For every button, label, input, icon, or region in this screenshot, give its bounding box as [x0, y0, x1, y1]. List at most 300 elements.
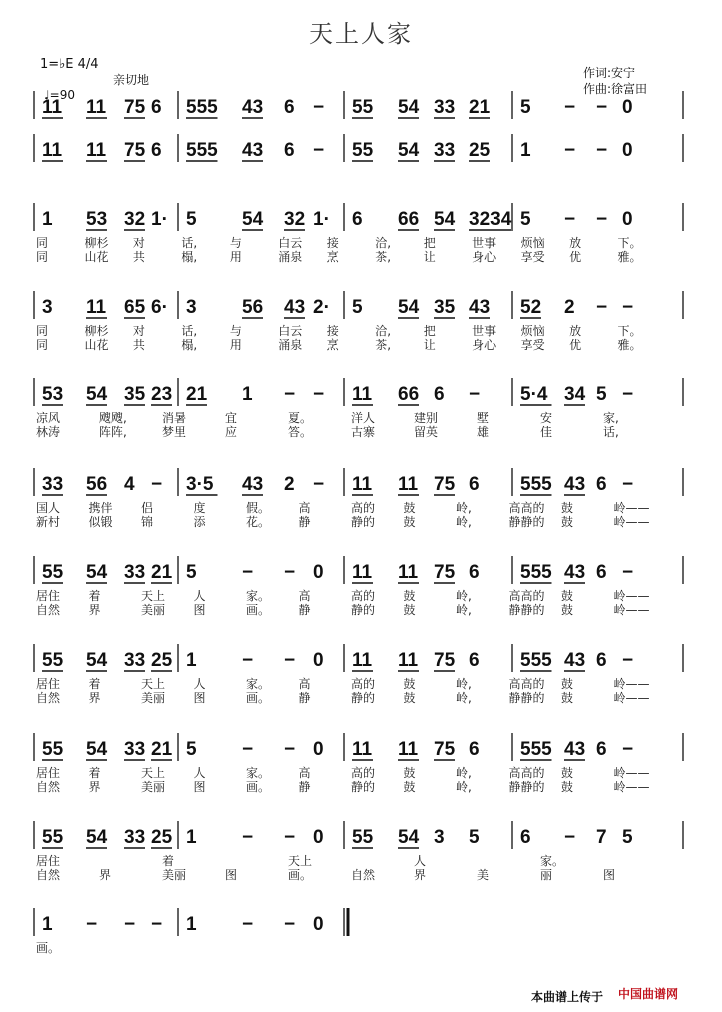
lyric-syllable: 把: [423, 236, 436, 250]
lyric-syllable: 话,: [603, 425, 619, 439]
lyric-syllable: 图: [193, 603, 206, 617]
note: 35: [124, 384, 146, 405]
lyric-syllable: 古寨: [351, 425, 376, 439]
lyric-syllable: 柳杉: [84, 236, 109, 250]
note: 43: [284, 297, 306, 318]
lyric-syllable: 林涛: [36, 425, 61, 439]
lyric-syllable: 与: [229, 236, 242, 250]
composer-credit: 作曲:徐富田: [583, 82, 648, 96]
note: 33: [434, 140, 456, 161]
lyric-syllable: 家。: [246, 589, 271, 603]
note: −: [242, 650, 254, 671]
lyric-syllable: 岭,: [456, 515, 472, 529]
lyric-syllable: 界: [88, 603, 101, 617]
lyric-syllable: 家。: [246, 766, 271, 780]
note: 1: [520, 140, 531, 161]
lyric-syllable: 用: [229, 250, 242, 264]
lyric-syllable: 自然: [36, 868, 61, 882]
lyric-syllable: 着: [88, 677, 101, 691]
note: 1·: [151, 209, 168, 230]
lyric-syllable: 佳: [540, 425, 553, 439]
lyric-syllable: 洋人: [351, 411, 376, 425]
lyric-syllable: 高高的: [508, 589, 545, 603]
lyric-syllable: 鼓: [561, 501, 574, 515]
note: 1: [186, 650, 197, 671]
note: 11: [86, 97, 107, 118]
note: 32: [284, 209, 306, 230]
note: 2·: [313, 297, 330, 318]
note: 43: [469, 297, 491, 318]
lyric-syllable: 凉风: [36, 411, 61, 425]
lyric-syllable: 界: [88, 780, 101, 794]
note: −: [564, 209, 576, 230]
note: 555: [186, 97, 218, 118]
key-signature: 1=♭E 4/4: [40, 57, 99, 72]
lyric-syllable: 高的: [351, 589, 376, 603]
note: 6: [596, 474, 607, 495]
note: 1·: [313, 209, 330, 230]
lyric-syllable: 茶,: [375, 338, 392, 352]
note: 55: [42, 827, 64, 848]
lyric-syllable: 身心: [472, 250, 497, 264]
lyric-syllable: 鼓: [561, 766, 574, 780]
note: 11: [398, 562, 419, 583]
lyric-syllable: 自然: [36, 691, 61, 705]
note: 6: [596, 739, 607, 760]
lyric-syllable: 优: [569, 338, 582, 352]
lyric-syllable: 岭——: [613, 589, 650, 603]
lyric-syllable: 宜: [225, 411, 238, 425]
lyric-syllable: 高: [298, 766, 311, 780]
note: 1: [242, 384, 253, 405]
lyric-syllable: 人: [193, 589, 206, 603]
lyric-syllable: 家。: [246, 677, 271, 691]
note: 54: [398, 297, 420, 318]
lyric-syllable: 天上: [141, 766, 166, 780]
note: −: [284, 914, 296, 935]
lyric-syllable: 添: [193, 515, 206, 529]
note: 0: [313, 739, 324, 760]
lyric-syllable: 高高的: [508, 501, 545, 515]
note: 75: [434, 650, 456, 671]
lyric-syllable: 接: [326, 236, 339, 250]
lyric-syllable: 居住: [36, 766, 61, 780]
lyric-syllable: 飕飕,: [99, 411, 127, 425]
note: 4: [124, 474, 135, 495]
note: 66: [398, 384, 420, 405]
lyric-syllable: 高: [298, 677, 311, 691]
note: 43: [564, 739, 586, 760]
note: 11: [398, 474, 419, 495]
note: 25: [151, 650, 173, 671]
note: 3: [186, 297, 197, 318]
lyric-syllable: 静静的: [508, 515, 545, 529]
lyric-syllable: 让: [423, 338, 436, 352]
lyric-syllable: 岭——: [613, 603, 650, 617]
note: −: [622, 562, 634, 583]
lyric-syllable: 建别: [414, 411, 439, 425]
note: 21: [151, 739, 173, 760]
lyric-syllable: 应: [225, 425, 238, 439]
note: 55: [42, 650, 64, 671]
note: 3: [42, 297, 53, 318]
lyric-syllable: 岭,: [456, 691, 472, 705]
note: 6: [284, 140, 295, 161]
note: −: [124, 914, 136, 935]
lyric-syllable: 岭,: [456, 780, 472, 794]
lyric-syllable: 优: [569, 250, 582, 264]
note: 5: [186, 562, 197, 583]
note: 2: [564, 297, 575, 318]
note: 6: [151, 140, 162, 161]
lyric-syllable: 对: [132, 236, 145, 250]
note: −: [622, 650, 634, 671]
note: 555: [520, 739, 552, 760]
note: 6: [469, 562, 480, 583]
lyric-syllable: 茶,: [375, 250, 392, 264]
lyric-syllable: 烹: [326, 338, 339, 352]
note: 56: [242, 297, 264, 318]
lyric-syllable: 度: [193, 501, 206, 515]
lyric-syllable: 夏。: [288, 411, 313, 425]
lyric-syllable: 高: [298, 589, 311, 603]
note: 55: [42, 562, 64, 583]
lyric-syllable: 岭——: [613, 766, 650, 780]
note: 0: [313, 650, 324, 671]
lyric-syllable: 静的: [351, 780, 376, 794]
note: 6: [520, 827, 531, 848]
note: 5: [622, 827, 633, 848]
lyric-syllable: 享受: [520, 338, 545, 352]
lyric-syllable: 安: [540, 411, 553, 425]
note: 0: [622, 140, 633, 161]
lyric-syllable: 榻,: [181, 338, 198, 352]
note: 43: [242, 97, 264, 118]
note: 11: [352, 650, 373, 671]
note: 54: [398, 140, 420, 161]
note: 3: [434, 827, 445, 848]
lyric-syllable: 鼓: [403, 677, 416, 691]
lyric-syllable: 烹: [326, 250, 339, 264]
lyric-syllable: 自然: [36, 780, 61, 794]
note: 6: [352, 209, 363, 230]
lyric-syllable: 画。: [288, 868, 313, 882]
lyric-syllable: 花。: [246, 515, 271, 529]
note: −: [151, 914, 163, 935]
note: 32: [124, 209, 146, 230]
lyric-syllable: 高高的: [508, 677, 545, 691]
note: 2: [284, 474, 295, 495]
lyric-syllable: 洽,: [375, 324, 392, 338]
note: 53: [42, 384, 64, 405]
lyric-syllable: 岭,: [456, 677, 472, 691]
note: 11: [42, 97, 63, 118]
lyric-syllable: 家。: [540, 854, 565, 868]
lyric-syllable: 涌泉: [278, 250, 303, 264]
lyric-syllable: 家,: [603, 411, 619, 425]
lyric-syllable: 鼓: [403, 515, 416, 529]
note: −: [284, 827, 296, 848]
lyric-syllable: 柳杉: [84, 324, 109, 338]
lyric-syllable: 鼓: [403, 691, 416, 705]
note: 43: [242, 474, 264, 495]
note: 7: [596, 827, 607, 848]
lyric-syllable: 答。: [288, 425, 313, 439]
lyric-syllable: 同: [36, 324, 49, 338]
lyric-syllable: 居住: [36, 589, 61, 603]
lyric-syllable: 居住: [36, 677, 61, 691]
note: 34: [564, 384, 586, 405]
note: −: [564, 97, 576, 118]
lyric-syllable: 静的: [351, 603, 376, 617]
lyric-syllable: 留英: [414, 425, 439, 439]
note: 54: [398, 97, 420, 118]
lyric-syllable: 白云: [278, 324, 303, 338]
note: −: [622, 739, 634, 760]
note: 6: [151, 97, 162, 118]
note: 54: [86, 562, 108, 583]
lyric-syllable: 国人: [36, 501, 61, 515]
lyric-syllable: 下。: [617, 236, 642, 250]
note: 35: [434, 297, 456, 318]
note: 5: [352, 297, 363, 318]
lyric-syllable: 天上: [141, 677, 166, 691]
lyric-syllable: 岭——: [613, 677, 650, 691]
note: 3234: [469, 209, 512, 230]
lyric-syllable: 天上: [141, 589, 166, 603]
note: −: [596, 97, 608, 118]
lyric-syllable: 美丽: [162, 868, 187, 882]
note: 6: [434, 384, 445, 405]
lyric-syllable: 静: [298, 603, 311, 617]
note: −: [284, 739, 296, 760]
note: 11: [398, 739, 419, 760]
lyric-syllable: 界: [88, 691, 101, 705]
note: 6: [596, 650, 607, 671]
lyric-syllable: 鼓: [403, 501, 416, 515]
lyric-syllable: 静静的: [508, 603, 545, 617]
lyric-syllable: 雄: [477, 425, 490, 439]
note: 0: [313, 562, 324, 583]
lyric-syllable: 烦恼: [520, 324, 545, 338]
note: −: [242, 827, 254, 848]
note: 11: [352, 384, 373, 405]
lyric-syllable: 画。: [246, 780, 271, 794]
lyric-syllable: 自然: [36, 603, 61, 617]
lyric-syllable: 人: [193, 677, 206, 691]
expression-marking: 亲切地: [113, 73, 150, 87]
note: 43: [564, 562, 586, 583]
lyric-syllable: 岭——: [613, 515, 650, 529]
lyric-syllable: 接: [326, 324, 339, 338]
lyric-syllable: 人: [414, 854, 427, 868]
note: 33: [124, 827, 146, 848]
note: −: [313, 384, 325, 405]
lyric-syllable: 放: [569, 324, 582, 338]
lyric-syllable: 美丽: [141, 780, 166, 794]
note: 1: [42, 209, 53, 230]
note: 66: [398, 209, 420, 230]
note: 43: [564, 650, 586, 671]
site-logo: 中国曲谱网: [618, 987, 679, 1001]
lyric-syllable: 鼓: [561, 780, 574, 794]
note: 33: [434, 97, 456, 118]
footer-text: 本曲谱上传于: [531, 990, 604, 1004]
lyric-syllable: 静静的: [508, 691, 545, 705]
note: 75: [434, 562, 456, 583]
page-title: 天上人家: [309, 20, 413, 48]
note: 11: [86, 297, 107, 318]
note: 21: [151, 562, 173, 583]
lyric-syllable: 天上: [288, 854, 313, 868]
note: 0: [622, 97, 633, 118]
note: 25: [469, 140, 491, 161]
note: 11: [42, 140, 63, 161]
lyric-syllable: 烦恼: [520, 236, 545, 250]
note: −: [596, 140, 608, 161]
lyric-syllable: 身心: [472, 338, 497, 352]
lyric-syllable: 让: [423, 250, 436, 264]
note: 55: [352, 827, 374, 848]
note: −: [151, 474, 163, 495]
lyric-syllable: 共: [132, 250, 145, 264]
note: 6: [284, 97, 295, 118]
note: 5·4: [520, 384, 548, 405]
lyric-syllable: 着: [88, 766, 101, 780]
note: −: [622, 297, 634, 318]
note: 33: [124, 562, 146, 583]
lyric-syllable: 界: [414, 868, 427, 882]
lyric-syllable: 着: [88, 589, 101, 603]
note: −: [313, 140, 325, 161]
note: 33: [42, 474, 64, 495]
lyric-syllable: 雅。: [617, 338, 642, 352]
lyric-syllable: 图: [193, 780, 206, 794]
lyric-syllable: 鼓: [403, 603, 416, 617]
lyric-syllable: 静静的: [508, 780, 545, 794]
note: −: [242, 914, 254, 935]
note: 75: [434, 739, 456, 760]
lyric-syllable: 美丽: [141, 691, 166, 705]
lyric-syllable: 画。: [246, 603, 271, 617]
lyric-syllable: 同: [36, 338, 49, 352]
note: −: [284, 384, 296, 405]
note: −: [313, 474, 325, 495]
note: 0: [622, 209, 633, 230]
note: 11: [352, 739, 373, 760]
lyric-syllable: 高高的: [508, 766, 545, 780]
note: −: [564, 140, 576, 161]
note: 75: [434, 474, 456, 495]
note: 5: [186, 739, 197, 760]
note: 5: [469, 827, 480, 848]
note: 5: [520, 97, 531, 118]
lyric-syllable: 静: [298, 515, 311, 529]
note: 52: [520, 297, 542, 318]
lyric-syllable: 话,: [181, 324, 198, 338]
lyric-syllable: 享受: [520, 250, 545, 264]
note: 25: [151, 827, 173, 848]
lyric-syllable: 锦: [141, 515, 154, 529]
lyric-syllable: 静: [298, 780, 311, 794]
note: 11: [86, 140, 107, 161]
note: 1: [42, 914, 53, 935]
note: 33: [124, 650, 146, 671]
lyric-syllable: 消暑: [162, 411, 187, 425]
lyric-syllable: 鼓: [403, 780, 416, 794]
lyric-syllable: 岭,: [456, 766, 472, 780]
lyric-syllable: 洽,: [375, 236, 392, 250]
lyric-syllable: 鼓: [561, 603, 574, 617]
lyric-syllable: 画。: [246, 691, 271, 705]
lyric-syllable: 高的: [351, 766, 376, 780]
lyric-syllable: 与: [229, 324, 242, 338]
lyric-syllable: 静的: [351, 691, 376, 705]
lyric-syllable: 界: [99, 868, 112, 882]
note: 55: [352, 140, 374, 161]
note: 65: [124, 297, 146, 318]
note: 54: [242, 209, 264, 230]
lyric-syllable: 岭,: [456, 603, 472, 617]
note: 6: [469, 474, 480, 495]
note: 6: [469, 739, 480, 760]
note: 54: [86, 384, 108, 405]
lyric-syllable: 岭——: [613, 780, 650, 794]
note: 54: [398, 827, 420, 848]
note: 54: [86, 827, 108, 848]
lyric-syllable: 鼓: [403, 766, 416, 780]
note: −: [622, 474, 634, 495]
note: 3·5: [186, 474, 214, 495]
lyric-syllable: 墅: [477, 411, 490, 425]
lyric-syllable: 携伴: [88, 501, 113, 515]
note: 0: [313, 914, 324, 935]
lyric-syllable: 静的: [351, 515, 376, 529]
lyric-syllable: 同: [36, 236, 49, 250]
lyric-syllable: 侣: [141, 501, 154, 515]
note: 21: [186, 384, 208, 405]
lyric-syllable: 图: [193, 691, 206, 705]
lyric-syllable: 图: [225, 868, 238, 882]
lyric-syllable: 对: [132, 324, 145, 338]
note: −: [86, 914, 98, 935]
note: 75: [124, 140, 146, 161]
lyric-syllable: 着: [162, 854, 175, 868]
lyric-syllable: 把: [423, 324, 436, 338]
lyric-syllable: 鼓: [561, 515, 574, 529]
lyric-syllable: 鼓: [403, 589, 416, 603]
note: 555: [520, 474, 552, 495]
lyric-syllable: 画。: [36, 941, 61, 955]
note: 55: [42, 739, 64, 760]
lyric-syllable: 鼓: [561, 691, 574, 705]
note: −: [596, 209, 608, 230]
note: 54: [86, 739, 108, 760]
note: 11: [352, 562, 373, 583]
lyric-syllable: 岭——: [613, 691, 650, 705]
lyric-syllable: 岭——: [613, 501, 650, 515]
lyric-syllable: 雅。: [617, 250, 642, 264]
lyricist-credit: 作词:安宁: [583, 66, 636, 80]
lyric-syllable: 涌泉: [278, 338, 303, 352]
lyric-syllable: 阵阵,: [99, 425, 127, 439]
lyric-syllable: 用: [229, 338, 242, 352]
note: 54: [434, 209, 456, 230]
lyric-syllable: 图: [603, 868, 616, 882]
note: 43: [242, 140, 264, 161]
note: 11: [352, 474, 373, 495]
tempo-marking: ♩=90: [44, 88, 75, 102]
